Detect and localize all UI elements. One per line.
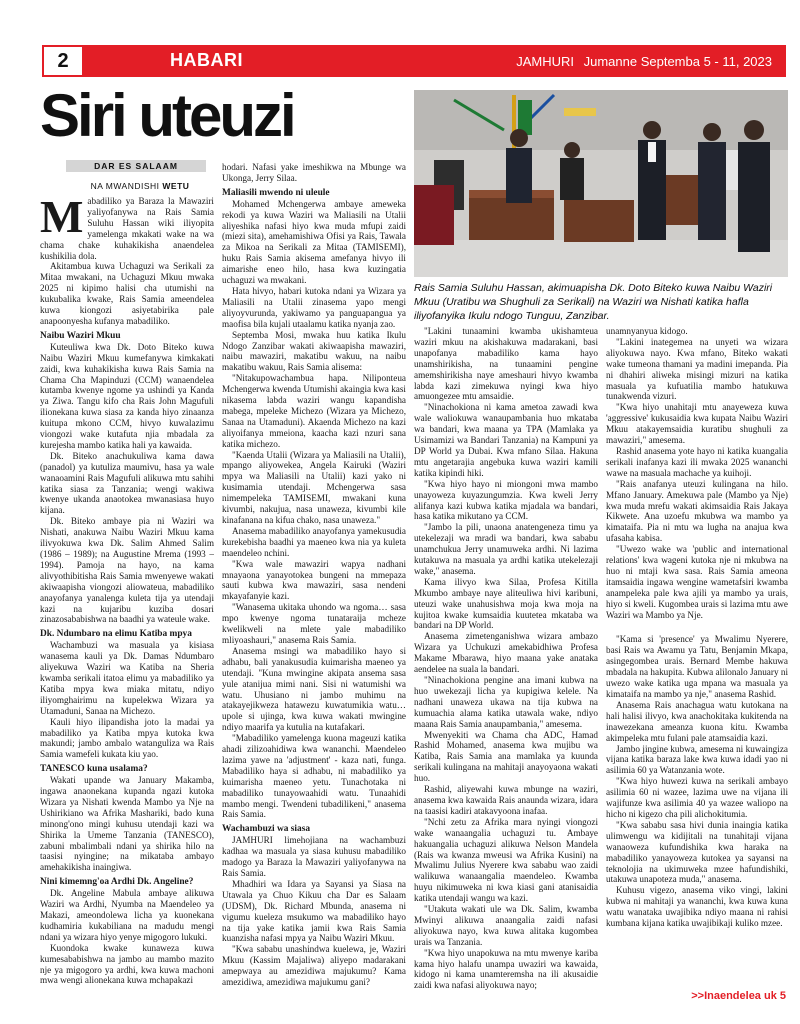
paragraph: "Kwa hiyo unahitaji mtu anayeweza kuwa 'aggressive' kukusaidia kwa kupata Naibu Waziri Mkuu atakayemsaidia kuratibu shughuli za mawaziri," amesema. xyxy=(606,402,788,446)
paragraph: Akitambua kuwa Uchaguzi wa Serikali za Mitaa mwakani, na Uchaguzi Mkuu mwaka 2025 ni kipimo halisi cha utumishi na kukubalika kwake, Rais Samia ameendelea kuwa kiongozi asiyetabirika pale anapoonyesha kufanya mabadiliko. xyxy=(40,261,214,326)
paragraph: "Kwa wale mawaziri wapya nadhani mnayaona yanayotokea bungeni na mmepaza sauti kubwa kwa mawaziri, sasa nendeni mkayafanyie kazi. xyxy=(222,558,406,602)
subheading: TANESCO kuna usalama? xyxy=(40,764,148,775)
byline xyxy=(70,181,210,191)
paragraph: Dk. Biteko anachukuliwa kama dawa (panadol) ya kutuliza maumivu, hasa ya wale wanaoamini Rais Magufuli alikuwa mtu sahihi katika siasa za Tanzania; wengi wakiwa kwenye ukanda anaotokea mwanasiasa huyo kijana. xyxy=(40,450,214,516)
issue-date: Jumanne Septemba 5 - 11, 2023 xyxy=(583,54,772,69)
paragraph: Jambo jingine kubwa, amesema ni kuwaingiza vijana katika baraza lake kwa kuwa idadi yao ni asilimia 60 ya Watanzania wote. xyxy=(606,743,788,776)
column-1-body xyxy=(40,261,214,986)
paragraph: Dk. Angeline Mabula ambaye alikuwa Waziri wa Ardhi, Nyumba na Maendeleo ya Makazi, ameondolewa licha ya kuonekana kudhamiria kukabiliana na madudu mengi ndani ya wizara hiyo yenye migogoro lukuki. xyxy=(40,888,214,942)
paragraph: Anasema zimetenganishwa wizara ambazo Wizara ya Uchukuzi amekabidhiwa Profesa Makame Mbarawa, hiyo maana yake anataka aendelee na suala la bandari. xyxy=(414,631,598,675)
paragraph: Wakati upande wa January Makamba, ingawa anaonekana kupanda ngazi kutoka Wizara ya Nishati kwenda Mambo ya Nje na Ushirikiano wa Afrika Mashariki, bado kuna minong'ono mingi kuhusu utendaji kazi wa Shirika la Umeme Tanzania (TANESCO), zabuni mbalimbali ndani ya shirika hilo na taasisi nyingine; na mikataba ambayo amehakikisha inaingiwa. xyxy=(40,775,214,873)
paragraph: "Kwa sababu sasa hivi dunia inaingia katika ulimwengu wa kidijitali na tunahitaji vijana wanaoweza kufundishika kwa haraka na mabadiliko yanayoweza kutokea ya sayansi na teknolojia na ukimuweka mzee hafundishiki, utakuwa unapoteza muda," anasema. xyxy=(606,819,788,885)
paragraph: Anasema Rais anachagua watu kutokana na hali halisi ilivyo, kwa anachokitaka kukitenda na inawezekana ameanza kuona kitu. Kwamba akimpeleka mtu fulani pale atamsaidia kazi. xyxy=(606,699,788,743)
paragraph: "Lakini inategemea na unyeti wa wizara aliyokuwa nayo. Kwa mfano, Biteko wakati wake tumeona thamani ya madini imepanda. Pia ni dhahiri aliweka misingi mizuri na katika masuala ya kufuatilia mambo hatukuwa tunakwenda vizuri. xyxy=(606,336,788,402)
continued-link[interactable]: >>Inaendelea uk 5 xyxy=(691,990,786,1002)
paragraph: Wachambuzi wa masuala ya kisiasa wanasema kauli ya Dk. Damas Ndumbaro aliyekuwa Waziri wa Katiba na Sheria kwamba serikali itatoa elimu ya mabadiliko ya Katiba mpya kwa miaka mitatu, ndiyo iliyomghairimu na kupelekwa Wizara ya Utamaduni, Sanaa na Michezo. xyxy=(40,640,214,716)
paragraph: Kuteuliwa kwa Dk. Doto Biteko kuwa Naibu Waziri Mkuu kumefanywa kimkakati zaidi, kwa kuhakikisha kuwa Rais Samia na Chama Cha Mapinduzi (CCM) wanaendelea kutamba kwenye ngome ya ushindi ya Kanda ya Ziwa. Tangu kifo cha Rais John Magufuli ilionekana kuwa siasa za kanda hiyo zinaanza kuitupa mkono CCM, hivyo kuwalazimu viongozi wake kutafuta njia mbadala za kurejesha mambo katika hali ya kawaida. xyxy=(40,341,214,450)
paragraph: "Kwa sababu unashindwa kuelewa, je, Waziri Mkuu (Kassim Majaliwa) aliyepo madarakani amepwaya au amezidiwa majukumu? Kama amezidiwa, amezidiwa majukumu gani? xyxy=(222,944,406,988)
drop-cap: M xyxy=(40,196,84,242)
headline: Siri uteuzi xyxy=(40,82,294,149)
page-header xyxy=(42,45,786,77)
subheading: Maliasili mwendo ni uleule xyxy=(222,187,330,198)
paragraph: Kauli hiyo ilipandisha joto la madai ya mabadiliko ya Katiba mpya kutoka kwa makundi; jambo ambalo watanguliza wa Rais Samia wamefeli kukata kiu yao. xyxy=(40,716,214,760)
lead-text: abadiliko ya Baraza la Mawaziri yaliyofanywa na Rais Samia Suluhu Hassan wiki iliyopita yamelenga mkakati wake na wa chama chake kuhakikisha anaendelea kushikilia dola. xyxy=(40,196,214,261)
paragraph: JAMHURI limehojiana na wachambuzi kadhaa wa masuala ya siasa kuhusu mabadiliko madogo ya Baraza la Mawaziri yaliyofanywa na Rais Samia. xyxy=(222,835,406,878)
paragraph: Dk. Biteko ambaye pia ni Waziri wa Nishati, anakuwa Naibu Waziri Mkuu kama ilivyokuwa kwa Dk. Salim Ahmed Salim (1986 – 1989); na Augustine Mrema (1993 – 1994). Pamoja na hayo, na kama alivyothibitisha Rais Samia mwenyewe wakati akiwaapisha viongozi aliowateua, mabadiliko anayofanya yanalenga kuleta tija ya utendaji kazi na kujaribu kuziba dosari zinazosababishwa na baadhi ya wateule wake. xyxy=(40,516,214,625)
paragraph: "Mabadiliko yamelenga kuona mageuzi katika ahadi zilizoahidiwa kwa wananchi. Maendeleo lazima yawe na 'adjustment' - kaza nati, funga. Mabadiliko haya si adhabu, ni mabadiliko ya kuimarisha maeneo yetu. Tunachotaka ni mabadiliko tunayowaahidi watu. Tunaahidi mambo mengi. Twendeni tubadilikeni," anasema Rais Samia. xyxy=(222,733,406,820)
paragraph: "Kaenda Utalii (Wizara ya Maliasili na Utalii), mpango aliyowekea, Angela Kairuki (Waziri mpya wa Maliasili na Utalii) kazi yako ni kusimamia utendaji. Mchengerwa sasa nimempeleka TAMISEMI, mwakani kuna kivumbi, nakujua, nasa unaweza, kivumbi kile kinafanana na kifua chako, nasa unaweza." xyxy=(222,449,406,525)
paragraph: Anasema mabadiliko anayofanya yamekusudia kurekebisha baadhi ya maeneo kwa nia ya kuleta maendeleo nchini. xyxy=(222,525,406,558)
column-4-top xyxy=(606,326,788,620)
paragraph: "Kwa hiyo hayo ni miongoni mwa mambo unayoweza kuyazungumzia. Kwa kweli Jerry alifanya kazi kubwa katika mjadala wa bandari, hasa katika mikutano ya CCM. xyxy=(414,478,598,522)
subheading: Dk. Ndumbaro na elimu Katiba mpya xyxy=(40,629,192,640)
column-4-bottom xyxy=(606,634,788,928)
dateline: DAR ES SALAAM xyxy=(66,160,206,172)
column-1 xyxy=(40,196,214,996)
paragraph: Rashid, aliyewahi kuwa mbunge na waziri, anasema kwa kawaida Rais anaunda wizara, idara na taasisi kadiri atakavyoona inafaa. xyxy=(414,784,598,816)
paragraph: "Ninachokiona ni kama ametoa zawadi kwa wale waliokuwa wanaupambania huo mkataba wa bandari, kwa maana ya TPA (Mamlaka ya Usimamizi wa Bandari Tanzania) na Kampuni ya DP World ya Dubai. Kwa mfano Silaa. Hakuna mtu angetarajia angebuka kuwa waziri kamili katika kipindi hiki. xyxy=(414,402,598,478)
paragraph: "Nchi zetu za Afrika mara nyingi viongozi wake wanaangalia uchaguzi tu. Ambaye hakuangalia uchaguzi alikuwa Nelson Mandela (Rais wa kwanza mweusi wa Afrika Kusini) na Mwalimu Julius Nyerere kwa sababu wao zaidi walikuwa wanaangalia maendeleo. Kwamba huyu nikimuweka ni kwa kiasi gani atanisaidia katika utendaji wangu wa kazi. xyxy=(414,816,598,904)
section-name: HABARI xyxy=(170,50,243,70)
article-photo xyxy=(414,90,788,277)
photo-caption: Rais Samia Suluhu Hassan, akimuapisha Dk. Doto Biteko kuwa Naibu Waziri Mkuu (Uratibu wa Shughuli za Serikali) na Waziri wa Nishati katika hafla iliyofanyika Ikulu ndogo Tunguu, Zanzibar. xyxy=(414,282,773,322)
subheading: Naibu Waziri Mkuu xyxy=(40,330,121,341)
paragraph: Kuhusu vigezo, anasema viko vingi, lakini kubwa ni mahitaji ya wananchi, kwa kuwa kuna watu wanataka uwajibika ndiyo maana ni rahisi kumbana kijana katika uwajibikaji kuliko mzee. xyxy=(606,885,788,929)
paragraph: "Kama si 'presence' ya Mwalimu Nyerere, basi Rais wa Awamu ya Tatu, Benjamin Mkapa, asingegombea urais. Bernard Membe hakuwa mbadala na hakupita. Kubwa alilonalo January ni uwezo wake katika uga mpana wa masuala ya kimataifa na mambo ya nje," anasema Rashid. xyxy=(606,634,788,699)
paragraph: "Kwa hiyo unapokuwa na mtu mwenye kariba kama hiyo halafu unampa uwaziri wa kawaida, kidogo ni kama unamteremsha na ili akusaidie zaidi kwa nafasi aliyokuwa nayo; xyxy=(414,947,598,990)
paragraph: "Rais anafanya uteuzi kulingana na hilo. Mfano January. Amekuwa pale (Mambo ya Nje) kwa muda mrefu wakati akimsaidia Rais Jakaya Kikwete. Ana uzoefu mkubwa wa mambo ya kimataifa. Pia ni mtu wa lugha na anajua kwa ufasaha kabisa. xyxy=(606,478,788,544)
paragraph: unamnyanyua kidogo. xyxy=(606,326,688,336)
column-3 xyxy=(414,326,598,990)
byline-name: WETU xyxy=(162,181,190,191)
paragraph: "Jambo la pili, unaona anatengeneza timu ya utekelezaji wa mradi wa bandari, kwa sababu unamchukua Jerry unamuweka ardhi. Ni lazima kutakuwa na masuala ya ardhi katika utekelezaji wake," anasema. xyxy=(414,522,598,576)
paragraph: Kama ilivyo kwa Silaa, Profesa Kitilla Mkumbo ambaye naye aliteuliwa hivi karibuni, uteuzi wake unahusishwa moja kwa moja na kujitoa kwake kumsaidia kuutetea mkataba wa bandari na DP World. xyxy=(414,576,598,631)
subheading: Nini kimemng'oa Ardhi Dk. Angeline? xyxy=(40,877,194,888)
paragraph: "Utakuta wakati ule wa Dk. Salim, kwamba Mwinyi alikuwa anaangalia zaidi nafasi aliyokuwa nayo, kwa kuwa alitaka kugombea urais wa Tanzania. xyxy=(414,904,598,947)
paragraph: "Nitakupowachambua hapa. Niliponteua Mchengerwa kwenda Utumishi akaingia kwa kasi nikasema labda waziri wangu kapandisha mabega, mpeleke Michezo (Wizara ya Michezo, Sanaa na Utamaduni). Akaenda Michezo na kazi aliyoifanya mmeiona, kaacha kazi nzuri sana katika michezo. xyxy=(222,373,406,449)
subheading: Wachambuzi wa siasa xyxy=(222,824,311,835)
paragraph: Mhadhiri wa Idara ya Sayansi ya Siasa na Utawala ya Chuo Kikuu cha Dar es Salaam (UDSM), Dk. Richard Mbunda, anasema ni vigumu kueleza msukumo wa mabadiliko hayo na tija yake katika jamii kwa Rais Samia kuanzisha nafasi mpya ya Naibu Waziri Mkuu. xyxy=(222,878,406,944)
lead-paragraph xyxy=(40,196,214,261)
paragraph: Kuondoka kwake kunaweza kuwa kumesababishwa na jambo au mambo mazito nje ya migogoro ya ardhi, kwa kuwa machoni mwa wengi alionekana kuwa mchapakazi xyxy=(40,942,214,986)
paragraph: Mohamed Mchengerwa ambaye ameweka rekodi ya kuwa Waziri wa Maliasili na Utalii aliyeshika nafasi hiyo kwa muda mfupi zaidi (miezi sita), amehamishiwa Ofisi ya Rais, Tawala za Mikoa na Serikali za Mitaa (TAMISEMI), huku Rais Samia akisema amefanya hivyo ili aimarishe eneo hilo, hasa kwa kuzingatia uchaguzi wa mwakani. xyxy=(222,198,406,286)
paragraph: hodari. Nafasi yake imeshikwa na Mbunge wa Ukonga, Jerry Silaa. xyxy=(222,162,406,183)
paragraph: "Wanasema ukitaka uhondo wa ngoma… sasa mpo kwenye ngoma tunataraija mcheze kwelikweli na mlete yale mabadiliko mliyoashauri," anasema Rais Samia. xyxy=(222,602,406,645)
paragraph: Rashid anasema yote hayo ni katika kuangalia serikali inafanya kazi ili mwaka 2025 wananchi wawe na masuala machache ya kuihoji. xyxy=(606,445,788,478)
paragraph: "Uwezo wake wa 'public and international relations' kwa wageni kutoka nje ni mkubwa na huo ni mtaji kwa sasa. Rais Samia ameona itamsaidia ingawa wengine wametafsiri kwamba anampeleka pale kwa ajili ya mambo ya urais, hiyo si kweli. Kugombea urais si lazima mtu awe Waziri wa Mambo ya Nje. xyxy=(606,544,788,620)
paragraph: Anasema msingi wa mabadiliko hayo si adhabu, bali yanakusudia kuimarisha maeneo ya utendaji. "Kuna mwingine akipata ansema sasa yule atanijua mimi nani. Sisi ni watumishi wa watu. Uhusiano ni jambo muhimu na atakayejikweza hatawezu kuwatumikia watu… upole si ujinga, kwa kuwa wakati mwingine ndiyo maarifa ya kutulia na kutafakari. xyxy=(222,645,406,733)
publication-name: JAMHURI xyxy=(516,54,574,69)
byline-prefix: NA MWANDISHI xyxy=(90,181,160,191)
page-number: 2 xyxy=(42,45,84,77)
column-4 xyxy=(606,326,788,990)
paragraph: "Lakini tunaamini kwamba ukishamteua waziri mkuu na akishakuwa madarakani, basi unapofanya mabadiliko kama hayo unamshirikisha, na tunaamini pengine amemshirikisha naye ameshauri hivyo kwamba labda kazi zimekuwa nyingi kwa hiyo amuongezee mtu amsaidie. xyxy=(414,326,598,402)
paragraph: Mwenyekiti wa Chama cha ADC, Hamad Rashid Mohamed, anasema kwa mujibu wa Katiba, Rais Samia ana mamlaka ya kuunda serikali kulingana na mahitaji anayoyaona wakati huo. xyxy=(414,729,598,784)
column-2 xyxy=(222,162,406,998)
paragraph: Septemba Mosi, mwaka huu katika Ikulu Ndogo Zanzibar wakati akiwaapisha mawaziri, naibu mawaziri, makatibu wakuu, na naibu makatibu wakuu, Rais Samia alisema: xyxy=(222,329,406,373)
paragraph: "Kwa hiyo huwezi kuwa na serikali ambayo asilimia 60 ni wazee, lazima uwe na vijana ili wajifunze kwa asilimia 40 ya wazee waliopo na hicho ni kigezo cha pili alichokitumia. xyxy=(606,776,788,819)
paragraph: "Ninachokiona pengine ana imani kubwa na huo uwekezaji licha ya kupigiwa kelele. Na nadhani unaweza ukawa na tija kubwa na kumuachia alama katika utawala wake, ndiyo maana Rais Samia anaupambania," amesema. xyxy=(414,675,598,729)
swearing-in-photo xyxy=(414,90,788,277)
paragraph: Hata hivyo, habari kutoka ndani ya Wizara ya Maliasili na Utalii zinasema yapo mengi aliyoyvurunda, yakiwamo ya panguapangua ya maofisa bila kujali utaalamu katika nyanja zao. xyxy=(222,285,406,329)
issue-info xyxy=(510,54,772,69)
